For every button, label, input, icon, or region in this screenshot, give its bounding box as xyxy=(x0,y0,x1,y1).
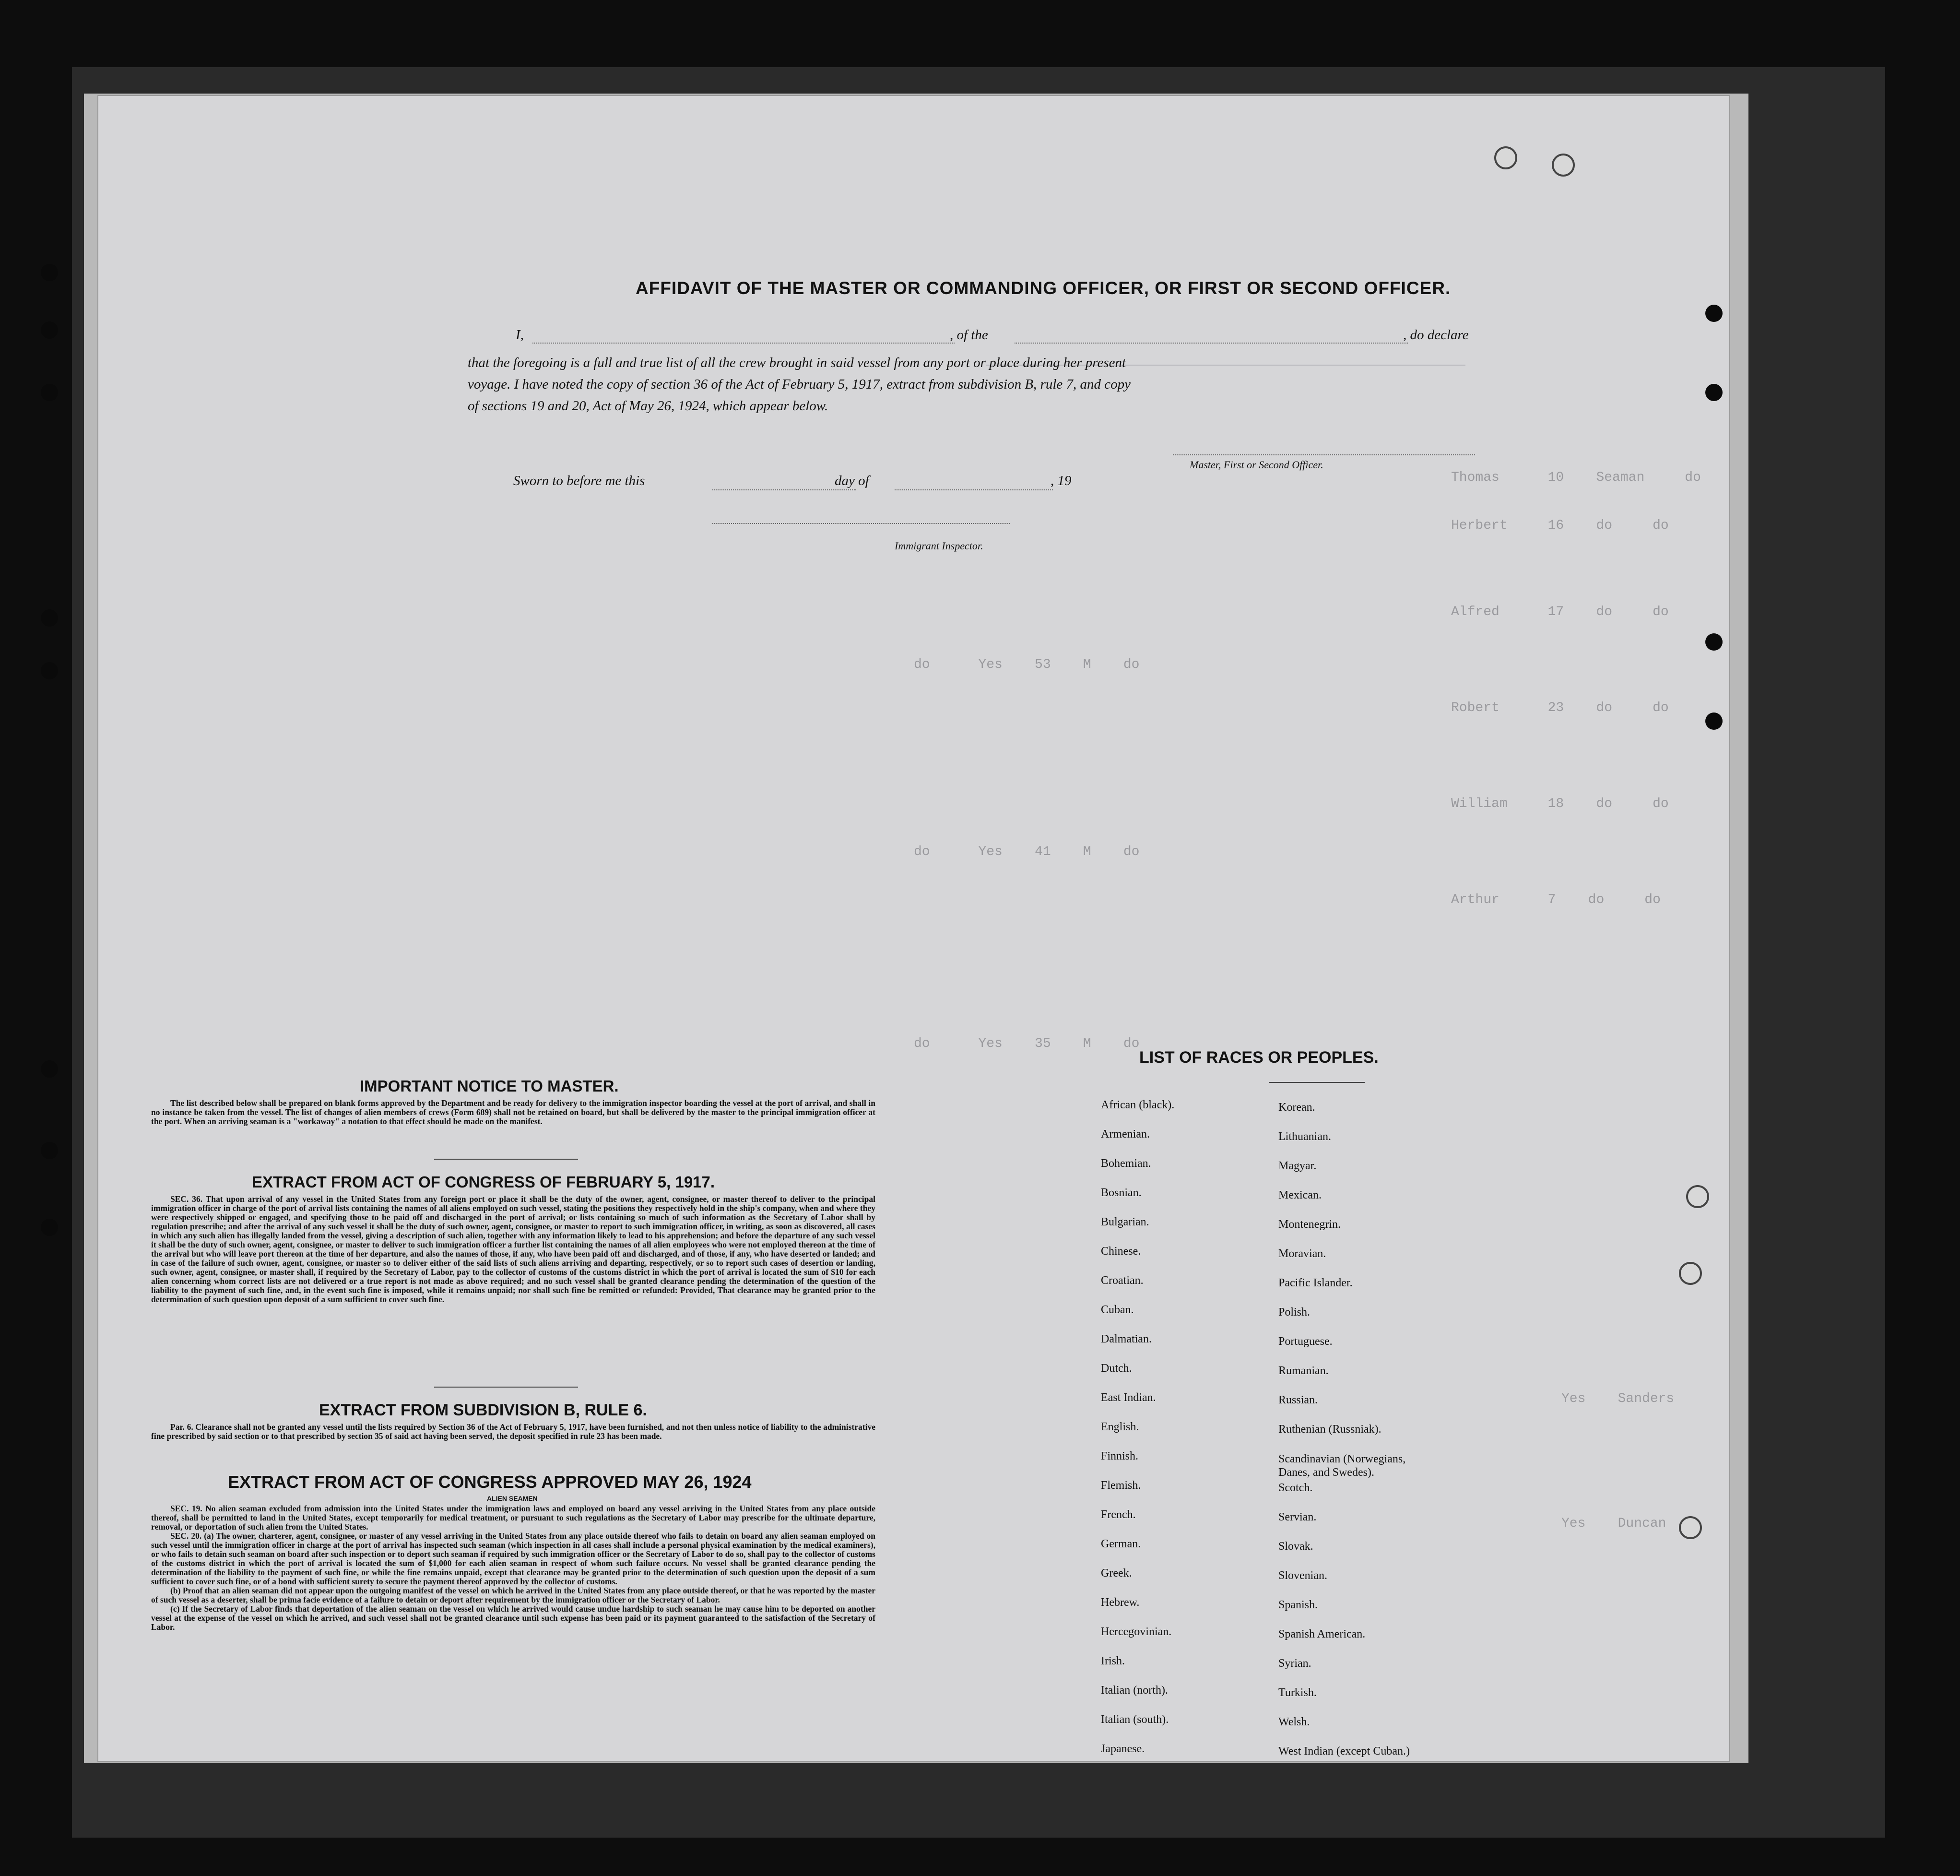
officer-label: Master, First or Second Officer. xyxy=(1190,459,1323,471)
race-item: German. xyxy=(1101,1538,1141,1550)
race-item: Turkish. xyxy=(1278,1686,1317,1699)
race-item: Mexican. xyxy=(1278,1189,1322,1201)
race-item: Slovak. xyxy=(1278,1540,1313,1553)
race-item: Dalmatian. xyxy=(1101,1333,1152,1345)
extract-rule6-title: EXTRACT FROM SUBDIVISION B, RULE 6. xyxy=(319,1401,647,1419)
race-item: Flemish. xyxy=(1101,1479,1141,1492)
race-item: Korean. xyxy=(1278,1101,1315,1114)
race-item: French. xyxy=(1101,1508,1136,1521)
extract-1917-body xyxy=(151,1195,875,1304)
section-20b-paragraph: (b) Proof that an alien seaman did not appear upon the outgoing manifest of the vessel on which he arrived in the United States from any place outside thereof, or that he was reported by the master of such vessel as a deserter, shall be prima facie evidence of a failure to detain or deport after requirement by the immigration officer or the Secretary of Labor. xyxy=(151,1586,875,1604)
race-item: Italian (south). xyxy=(1101,1713,1169,1726)
binder-hole xyxy=(41,1142,58,1159)
race-item: East Indian. xyxy=(1101,1391,1156,1404)
race-item: Bosnian. xyxy=(1101,1187,1142,1199)
bleed-through-text: William 18 do do xyxy=(1451,796,1669,811)
bleed-through-text: do Yes 53 M do xyxy=(914,657,1140,672)
inspector-label: Immigrant Inspector. xyxy=(895,540,983,552)
race-item: Servian. xyxy=(1278,1511,1317,1523)
affidavit-title: AFFIDAVIT OF THE MASTER OR COMMANDING OFFICER, OR FIRST OR SECOND OFFICER. xyxy=(636,278,1451,298)
race-item: Polish. xyxy=(1278,1306,1311,1318)
binder-hole xyxy=(1705,712,1723,730)
bleed-through-text: do Yes 41 M do xyxy=(914,844,1140,859)
punch-ring xyxy=(1679,1262,1702,1285)
document-page xyxy=(98,96,1729,1761)
vessel-blank[interactable] xyxy=(1015,342,1408,344)
punch-ring xyxy=(1552,154,1575,177)
bleed-through-text: Yes Duncan xyxy=(1561,1516,1666,1531)
race-item: Rumanian. xyxy=(1278,1365,1329,1377)
race-item: Hercegovinian. xyxy=(1101,1626,1172,1638)
race-item: Spanish. xyxy=(1278,1599,1318,1611)
race-item: Portuguese. xyxy=(1278,1335,1333,1348)
binder-hole xyxy=(41,264,58,281)
do-declare-label: , do declare xyxy=(1403,327,1469,343)
race-item: Dutch. xyxy=(1101,1362,1132,1375)
day-of-label: day of xyxy=(835,473,869,488)
bleed-through-text: Herbert 16 do do xyxy=(1451,518,1669,533)
bleed-through-text: Alfred 17 do do xyxy=(1451,605,1669,619)
punch-ring xyxy=(1686,1185,1709,1208)
race-item: Finnish. xyxy=(1101,1450,1139,1462)
race-item: West Indian (except Cuban.) xyxy=(1278,1745,1410,1757)
section-20a-paragraph: SEC. 20. (a) The owner, charterer, agent, consignee, or master of any vessel arriving in the United States from any place outside thereof who fails to detain on board any alien seaman employed on such vessel until the immigration officer in charge at the port of arrival has inspected such seaman (which inspection in all cases shall include a personal physical examination by the medical examiners), or who fails to detain such seaman on board after such inspection or to deport such seaman if required by such immigration officer or the Secretary of Labor to do so, shall pay to the collector of customs of the customs district in which the port of arrival is located the sum of $1,000 for each alien seaman in respect of whom such failure occurs. No vessel shall be granted clearance pending the determination of the liability to the payment of such fine, or while the fine remains unpaid, except that clearance may be granted prior to the determination of such question upon the deposit of a sum sufficient to cover such fine, or of a bond with sufficient surety to secure the payment thereof approved by the collector of customs. xyxy=(151,1531,875,1586)
binder-hole xyxy=(1705,633,1723,651)
name-blank[interactable] xyxy=(532,342,955,344)
binder-hole xyxy=(41,662,58,679)
race-item: Moravian. xyxy=(1278,1247,1326,1260)
race-item: Montenegrin. xyxy=(1278,1218,1341,1231)
notice-paragraph: The list described below shall be prepared on blank forms approved by the Department and be ready for delivery to the immigration inspector boarding the vessel at the port of arrival, and shall in no instance be taken from the vessel. The list of changes of alien members of crews (Form 689) shall not be retained on board, but shall be delivered by the master to the principal immigration officer at the port. When an arriving seaman is a "workaway" a notation to that effect should be made on the manifest. xyxy=(151,1098,875,1126)
races-right-column xyxy=(1278,1101,1432,1774)
affidavit-line-2: voyage. I have noted the copy of section 36 of the Act of February 5, 1917, extract from subdivision B, rule 7, and copy xyxy=(468,377,1131,392)
race-item: English. xyxy=(1101,1421,1139,1433)
race-item: Chinese. xyxy=(1101,1245,1141,1258)
race-item: Syrian. xyxy=(1278,1657,1311,1670)
month-blank[interactable] xyxy=(895,488,1053,490)
race-item: Italian (north). xyxy=(1101,1684,1168,1697)
section-36-paragraph: SEC. 36. That upon arrival of any vessel in the United States from any foreign port or place it shall be the duty of the owner, agent, consignee, or master thereof to deliver to the principal immigration officer in charge of the port of arrival lists containing the names of all aliens employed on such vessel, stating the positions they respectively hold in the ship's company, when and where they were respectively shipped or engaged, and specifying those to be paid off and discharged in the port of arrival; or lists containing so much of such information as the Secretary of Labor shall by regulation prescribe; and after the arrival of any such vessel it shall be the duty of such owner, agent, consignee, or master to report to such immigration officer, in writing, as soon as discovered, all cases in which any such alien has illegally landed from the vessel, giving a description of such alien, together with any information likely to lead to his apprehension; and before the departure of any such vessel it shall be the duty of such owner, agent, consignee, or master to deliver to such immigration officer a further list containing the names of all alien employees who were not employed thereon at the time of the arrival but who will leave port thereon at the time of her departure, and also the names of those, if any, who have been paid off and discharged, and of those, if any, who have deserted or landed; and in case of the failure of such owner, agent, consignee, or master so to deliver either of the said lists of such aliens arriving and departing, respectively, or so to report such cases of desertion or landing, such owner, agent, consignee, or master shall, if required by the Secretary of Labor, pay to the collector of customs of the customs district in which the port of arrival is located the sum of $10 for each alien concerning whom correct lists are not delivered or a true report is not made as above required; and no such vessel shall be granted clearance pending the determination of the question of the liability to the payment of such fine, and, in the event such fine is imposed, while it remains unpaid; nor shall such fine be remitted or refunded: Provided, That clearance may be granted prior to the determination of such question upon deposit of a sum sufficient to cover such fine. xyxy=(151,1194,875,1304)
section-divider xyxy=(434,1387,578,1388)
bleed-through-text: Robert 23 do do xyxy=(1451,701,1669,715)
section-20c-paragraph: (c) If the Secretary of Labor finds that deportation of the alien seaman on the vessel on which he arrived would cause undue hardship to such seaman he may cause him to be deported on another vessel at the expense of the vessel on which he arrived, and such vessel shall not be granted clearance until such expense has been paid or its payment guaranteed to the satisfaction of the Secretary of Labor. xyxy=(151,1604,875,1632)
section-divider xyxy=(434,1159,578,1160)
extract-rule6-body xyxy=(151,1423,875,1441)
bleed-through-text: Yes Sanders xyxy=(1561,1391,1675,1406)
bleed-through-text: do Yes 35 M do xyxy=(914,1036,1140,1051)
binder-hole xyxy=(41,1060,58,1078)
of-the-label: , of the xyxy=(950,327,988,343)
race-item: Cuban. xyxy=(1101,1304,1134,1316)
race-item: Scandinavian (Norwegians, Danes, and Swedes). xyxy=(1278,1453,1406,1479)
punch-ring xyxy=(1494,146,1517,169)
race-item: Irish. xyxy=(1101,1655,1125,1667)
bleed-through-text: Thomas 10 Seaman do xyxy=(1451,470,1701,485)
inspector-signature-line[interactable] xyxy=(712,522,1010,524)
race-item: Lithuanian. xyxy=(1278,1130,1331,1143)
section-divider xyxy=(1269,1082,1365,1083)
race-item: Greek. xyxy=(1101,1567,1132,1579)
binder-hole xyxy=(1705,305,1723,322)
notice-title: IMPORTANT NOTICE TO MASTER. xyxy=(360,1077,619,1095)
binder-hole xyxy=(41,609,58,627)
race-item: Welsh. xyxy=(1278,1716,1310,1728)
race-item: Spanish American. xyxy=(1278,1628,1366,1640)
races-title: LIST OF RACES OR PEOPLES. xyxy=(1139,1048,1379,1067)
binder-hole xyxy=(1705,384,1723,401)
extract-1924-body xyxy=(151,1504,875,1632)
race-item: African (black). xyxy=(1101,1099,1175,1111)
race-item: Bulgarian. xyxy=(1101,1216,1149,1228)
race-item: Japanese. xyxy=(1101,1743,1145,1755)
race-item: Bohemian. xyxy=(1101,1157,1151,1170)
sworn-label: Sworn to before me this xyxy=(513,473,645,488)
extract-1924-title: EXTRACT FROM ACT OF CONGRESS APPROVED MAY 26, 1924 xyxy=(228,1472,752,1492)
officer-signature-line[interactable] xyxy=(1173,453,1475,455)
races-left-column xyxy=(1101,1099,1174,1772)
extract-1917-title: EXTRACT FROM ACT OF CONGRESS OF FEBRUARY 5, 1917. xyxy=(252,1173,715,1191)
binder-hole xyxy=(41,384,58,401)
race-item: Croatian. xyxy=(1101,1274,1144,1287)
section-19-paragraph: SEC. 19. No alien seaman excluded from admission into the United States under the immigration laws and employed on board any vessel arriving in the United States from any place outside thereof, shall be permitted to land in the United States, except temporarily for medical treatment, or pursuant to such regulations as the Secretary of Labor may prescribe for the ultimate departure, removal, or deportation of such alien from the United States. xyxy=(151,1504,875,1532)
i-label: I, xyxy=(516,327,524,343)
race-item: Armenian. xyxy=(1101,1128,1150,1140)
punch-ring xyxy=(1679,1516,1702,1539)
race-item: Ruthenian (Russniak). xyxy=(1278,1423,1381,1436)
bleed-through-text: Arthur 7 do do xyxy=(1451,892,1661,907)
notice-body xyxy=(151,1099,875,1126)
race-item: Pacific Islander. xyxy=(1278,1277,1353,1289)
race-item: Scotch. xyxy=(1278,1482,1313,1494)
race-item: Hebrew. xyxy=(1101,1596,1140,1609)
affidavit-line-1: that the foregoing is a full and true list of all the crew brought in said vessel from any port or place during her present xyxy=(468,355,1126,370)
affidavit-line-3: of sections 19 and 20, Act of May 26, 1924, which appear below. xyxy=(468,398,828,414)
race-item: Russian. xyxy=(1278,1394,1318,1406)
binder-hole xyxy=(41,321,58,339)
extract-1924-subtitle: ALIEN SEAMEN xyxy=(487,1495,538,1502)
race-item: Slovenian. xyxy=(1278,1569,1327,1582)
rule6-paragraph: Par. 6. Clearance shall not be granted any vessel until the lists required by Section 36 of the Act of February 5, 1917, have been furnished, and not then unless notice of liability to the administrative fine prescribed by said section or to that prescribed by section 35 of said act having been served, the deposit specified in rule 23 has been made. xyxy=(151,1422,875,1441)
binder-hole xyxy=(41,1219,58,1236)
race-item: Magyar. xyxy=(1278,1160,1317,1172)
year-label: , 19 xyxy=(1051,473,1072,488)
